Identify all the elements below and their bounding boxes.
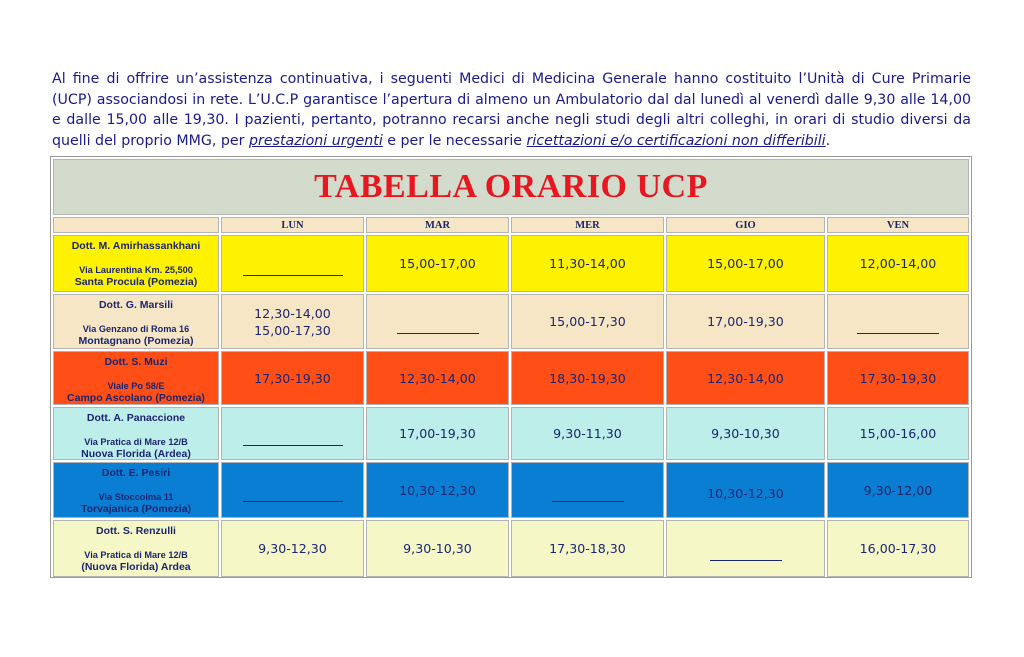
- doctor-city: Montagnano (Pomezia): [78, 335, 194, 347]
- hours-cell-mer: [511, 520, 664, 577]
- day-label: MER: [575, 219, 600, 231]
- doctor-city: Nuova Florida (Ardea): [81, 448, 191, 460]
- intro-text-2: e per le necessarie: [382, 132, 527, 149]
- closed-line: [243, 501, 343, 502]
- hours-value: 15,00-17,30: [254, 322, 331, 338]
- doctor-name: Dott. E. Pesiri: [101, 467, 171, 479]
- doctor-city: Campo Ascolano (Pomezia): [67, 392, 205, 404]
- urgent-services-link[interactable]: prestazioni urgenti: [249, 132, 383, 149]
- day-header-gio: [666, 217, 825, 233]
- doctor-address: Via Stoccolma 11: [98, 492, 174, 502]
- hours-cell-lun: [221, 462, 364, 518]
- hours-value: 12,00-14,00: [859, 256, 937, 271]
- closed-line: [552, 501, 624, 502]
- hours-value: 17,00-19,30: [399, 426, 476, 441]
- closed-line: [243, 275, 343, 276]
- hours-cell-ven: [827, 462, 969, 518]
- hours-value: 9,30-10,30: [403, 541, 472, 556]
- hours-cell-mer: [511, 294, 664, 349]
- hours-value: 12,30-14,00: [399, 370, 476, 386]
- doctor-cell: [53, 235, 219, 292]
- hours-value: 16,00-17,30: [859, 541, 937, 556]
- doctor-cell: [53, 462, 219, 518]
- intro-paragraph: [52, 69, 971, 151]
- hours-value: 15,00-17,00: [707, 256, 784, 271]
- hours-cell-mer: [511, 351, 664, 405]
- prescriptions-link[interactable]: ricettazioni e/o certificazioni non differibili: [526, 132, 826, 149]
- hours-value: 9,30-10,30: [711, 426, 780, 441]
- hours-cell-mar: [366, 235, 509, 292]
- hours-cell-mar: [366, 520, 509, 577]
- hours-cell-ven: [827, 407, 969, 460]
- hours-cell-mer: [511, 235, 664, 292]
- hours-value: 9,30-12,00: [863, 482, 933, 498]
- hours-value: 12,30-14,00: [254, 305, 331, 321]
- day-label: MAR: [424, 219, 451, 231]
- hours-cell-mar: [366, 407, 509, 460]
- doctor-cell: [53, 351, 219, 405]
- hours-cell-gio: [666, 351, 825, 405]
- hours-cell-gio: [666, 235, 825, 292]
- hours-value: 15,00-16,00: [859, 426, 937, 441]
- intro-text-1: Al fine di offrire un’assistenza continuativa, i seguenti Medici di Medicina Generale hanno costituito l’Unità di Cure Primarie (UCP) associandosi in rete. L’U.C.P garantisce l’apertura di almeno un Ambulatorio dal dal lunedì al venerdì dalle 9,30 alle 14,00 e dalle 15,00 alle 19,30. I pazienti, pertanto, potranno recarsi anche negli studi degli altri colleghi, in orari di studio diversi da quelli del proprio MMG, per: [52, 71, 971, 149]
- schedule-table: [50, 156, 972, 578]
- hours-cell-ven: [827, 294, 969, 349]
- doctor-address: Viale Po 58/E: [107, 381, 165, 391]
- day-label: VEN: [886, 219, 910, 231]
- day-header-ven: [827, 217, 969, 233]
- hours-value: 10,30-12,30: [707, 486, 784, 501]
- hours-cell-ven: [827, 351, 969, 405]
- hours-cell-mar: [366, 294, 509, 349]
- hours-value: 12,30-14,00: [707, 370, 784, 386]
- doctor-cell: [53, 407, 219, 460]
- intro-text-3: .: [825, 132, 831, 149]
- doctor-address: Via Pratica di Mare 12/B: [84, 550, 188, 560]
- doctor-city: (Nuova Florida) Ardea: [81, 561, 191, 573]
- table-title: TABELLA ORARIO UCP: [314, 168, 708, 205]
- header-corner-cell: [53, 217, 219, 233]
- hours-cell-gio: [666, 294, 825, 349]
- hours-cell-gio: [666, 407, 825, 460]
- hours-value: 11,30-14,00: [549, 256, 626, 271]
- doctor-city: Torvajanica (Pomezia): [80, 503, 192, 515]
- hours-value: 9,30-12,30: [258, 541, 327, 556]
- hours-value: 18,30-19,30: [549, 370, 626, 386]
- hours-value: 17,30-18,30: [549, 541, 626, 556]
- doctor-address: Via Genzano di Roma 16: [82, 324, 190, 334]
- hours-value: 15,00-17,00: [399, 256, 476, 271]
- closed-line: [243, 445, 343, 446]
- doctor-address: Via Laurentina Km. 25,500: [79, 265, 193, 275]
- hours-cell-ven: [827, 235, 969, 292]
- doctor-cell: [53, 520, 219, 577]
- day-label: GIO: [735, 219, 756, 231]
- hours-value: 9,30-11,30: [553, 426, 622, 441]
- doctor-name: Dott. A. Panaccione: [86, 412, 186, 424]
- day-header-lun: [221, 217, 364, 233]
- closed-line: [857, 333, 939, 334]
- closed-line: [397, 333, 479, 334]
- hours-value: 17,30-19,30: [859, 370, 937, 386]
- day-header-mar: [366, 217, 509, 233]
- doctor-name: Dott. G. Marsili: [98, 299, 174, 311]
- hours-cell-lun: [221, 351, 364, 405]
- closed-line: [710, 560, 782, 561]
- hours-value: 15,00-17,30: [549, 314, 626, 329]
- hours-cell-ven: [827, 520, 969, 577]
- doctor-city: Santa Procula (Pomezia): [74, 276, 198, 288]
- doctor-name: Dott. S. Renzulli: [96, 525, 176, 537]
- hours-cell-mer: [511, 462, 664, 518]
- hours-cell-lun: [221, 235, 364, 292]
- hours-cell-lun: [221, 520, 364, 577]
- day-header-mer: [511, 217, 664, 233]
- hours-cell-mar: [366, 462, 509, 518]
- doctor-name: Dott. M. Amirhassankhani: [71, 240, 201, 252]
- hours-value: 10,30-12,30: [399, 482, 476, 498]
- doctor-cell: [53, 294, 219, 349]
- hours-value: 17,00-19,30: [707, 314, 784, 329]
- day-label: LUN: [281, 219, 304, 231]
- hours-value: 17,30-19,30: [254, 370, 331, 386]
- hours-cell-lun: [221, 294, 364, 349]
- hours-cell-gio: [666, 462, 825, 518]
- hours-cell-mer: [511, 407, 664, 460]
- doctor-name: Dott. S. Muzi: [104, 356, 168, 368]
- table-title-cell: [53, 159, 969, 215]
- hours-cell-mar: [366, 351, 509, 405]
- doctor-address: Via Pratica di Mare 12/B: [84, 437, 188, 447]
- hours-cell-gio: [666, 520, 825, 577]
- hours-cell-lun: [221, 407, 364, 460]
